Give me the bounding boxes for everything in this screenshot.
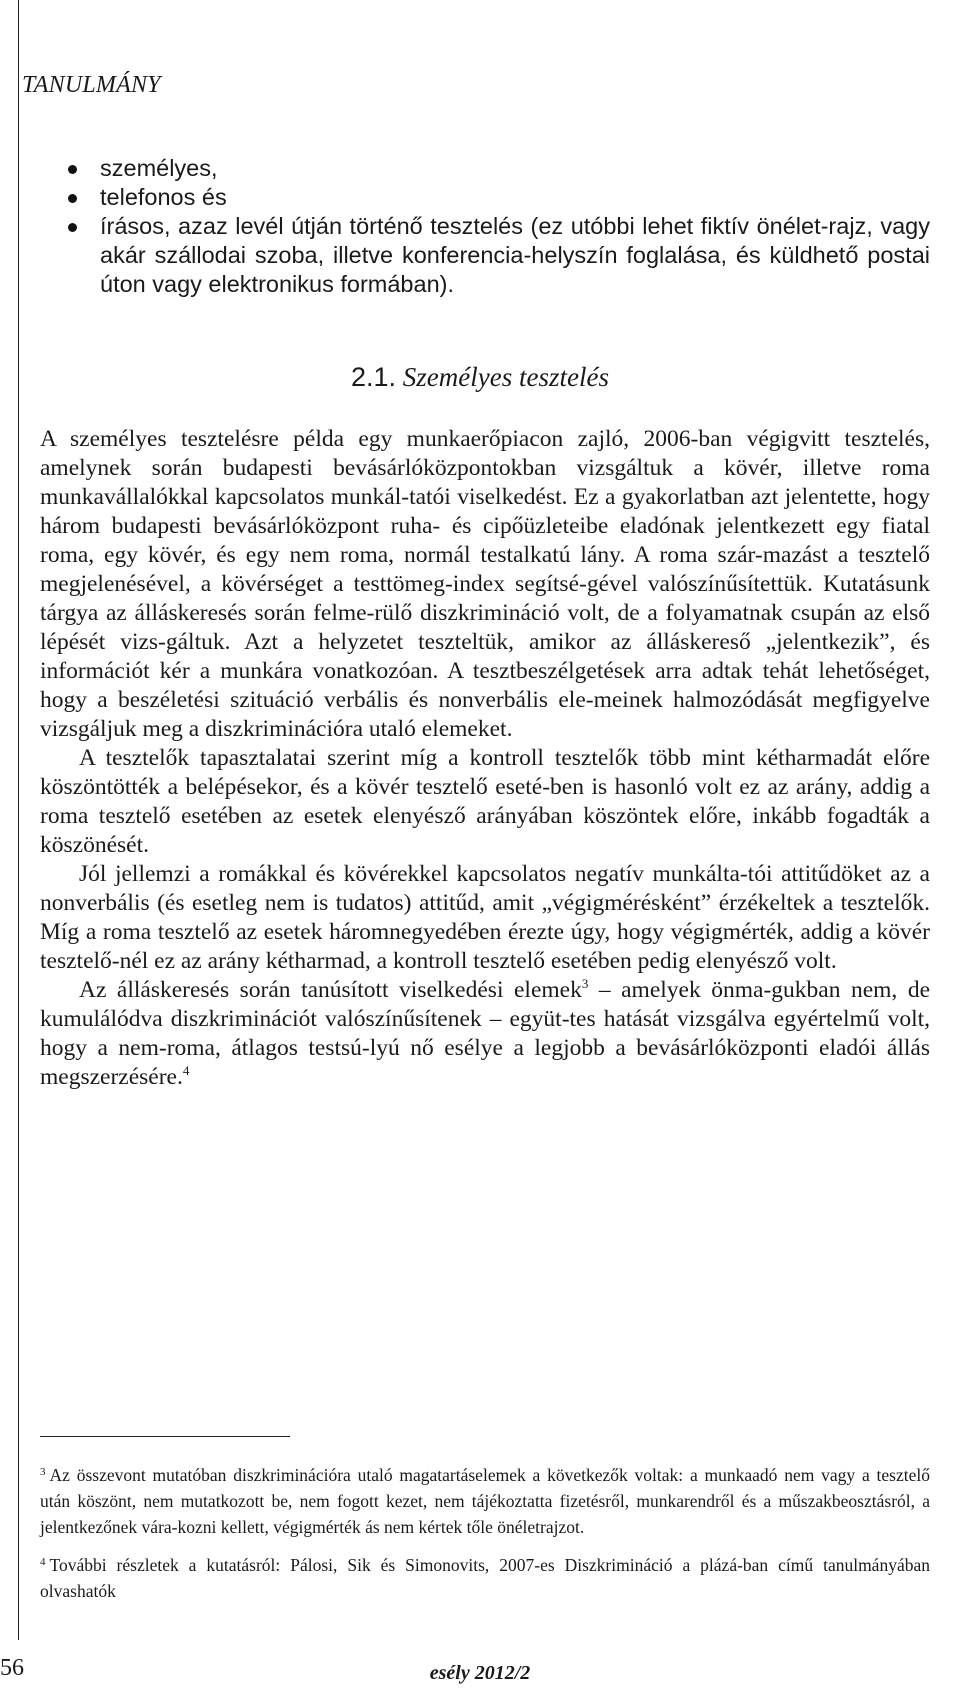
paragraph-text: – amelyek önma-gukban nem, de kumulálódva diszkriminációt valószínűsítenek – együt-tes hatását vizsgálva egyértelmű volt, hogy a nem-roma, átlagos testsú-lyú nő esélye a legjobb a bevásárlóközponti eladói állás megszerzésére. <box>40 977 930 1090</box>
footnote-ref[interactable]: 3 <box>581 976 589 991</box>
section-title: Személyes tesztelés <box>402 362 609 392</box>
footnote <box>40 1552 930 1604</box>
list-item <box>44 183 930 212</box>
paragraph <box>40 976 930 1092</box>
list-item-text: személyes, <box>100 155 218 181</box>
list-item <box>44 212 930 299</box>
footnotes <box>40 1462 930 1616</box>
list-item-text: írásos, azaz levél útján történő tesztelés (ez utóbbi lehet fiktív önélet-rajz, vagy akár szállodai szoba, illetve konferencia-helyszín foglalása, és küldhető postai úton vagy elektronikus formában). <box>100 213 930 297</box>
footnote-ref[interactable]: 4 <box>182 1063 190 1078</box>
journal-title: esély 2012/2 <box>429 1662 531 1684</box>
list-item-text: telefonos és <box>100 184 227 210</box>
footnote-text: Az összevont mutatóban diszkriminációra utaló magatartáselemek a következők voltak: a munkaadó nem vagy a tesztelő után köszönt, nem mutatkozott be, nem fogott kezet, nem tájékoztatta fizetésről, munkarendről és a műszakbeosztásról, a jelentkezőnek vára-kozni kellett, végigmérték ás nem kértek tőle önéletrajzot. <box>40 1465 930 1537</box>
footnote-marker: 3 <box>40 1466 46 1478</box>
paragraph: Jól jellemzi a romákkal és kövérekkel kapcsolatos negatív munkálta-tói attitűdöket az a nonverbális (és esetleg nem is tudatos) attitűd, amit „végigmérésként” érzékeltek a tesztelők. Míg a roma tesztelő az esetek háromnegyedében érezte úgy, hogy végigmérték, addig a kövér tesztelő-nél ez az arány kétharmad, a kontroll tesztelő esetében pedig elenyésző volt. <box>40 861 930 974</box>
paragraph-text: Az álláskeresés során tanúsított viselkedési elemek <box>79 977 582 1003</box>
footnote-marker: 4 <box>40 1556 46 1568</box>
running-title: TANULMÁNY <box>22 72 161 98</box>
paragraph: A személyes tesztelésre példa egy munkaerőpiacon zajló, 2006-ban végigvitt tesztelés, amelynek során budapesti bevásárlóközpontokban vizsgáltuk a kövér, illetve roma munkavállalókkal kapcsolatos munkál-tatói viselkedést. Ez a gyakorlatban azt jelentette, hogy három budapesti bevásárlóközpont ruha- és cipőüzleteibe eladónak jelentkezett egy fiatal roma, egy kövér, és egy nem roma, normál testalkatú lány. A roma szár-mazást a tesztelő megjelenésével, a kövérséget a testtömeg-index segítsé-gével valószínűsítettük. Kutatásunk tárgya az álláskeresés során felme-rülő diszkrimináció volt, de a folyamatnak csupán az első lépését vizs-gáltuk. Azt a helyzetet teszteltük, amikor az álláskereső „jelentkezik”, és információt kér a munkára vonatkozóan. A tesztbeszélgetések arra adtak tehát lehetőséget, hogy a beszéletési szituáció verbális és nonverbális ele-meinek halmozódását megfigyelve vizsgáljuk meg a diszkriminációra utaló elemeket. <box>40 426 930 742</box>
footnote <box>40 1462 930 1540</box>
section-number: 2.1. <box>351 362 397 392</box>
body-text <box>40 425 930 1092</box>
margin-rule <box>18 0 19 1640</box>
bullet-list <box>44 154 930 299</box>
page-number: 56 <box>0 1655 24 1681</box>
list-item <box>44 154 930 183</box>
footnote-text: További részletek a kutatásról: Pálosi, Sik és Simonovits, 2007-es Diszkrimináció a plázá-ban című tanulmányában olvashatók <box>40 1555 930 1601</box>
footnote-separator <box>40 1436 290 1437</box>
section-heading <box>0 362 960 393</box>
paragraph: A tesztelők tapasztalatai szerint míg a kontroll tesztelők több mint kétharmadát előre köszöntötték a belépésekor, és a kövér tesztelő eseté-ben is hasonló volt ez az arány, addig a roma tesztelő esetében az esetek elenyésző arányában köszöntek előre, inkább fogadták a köszönését. <box>40 745 930 858</box>
